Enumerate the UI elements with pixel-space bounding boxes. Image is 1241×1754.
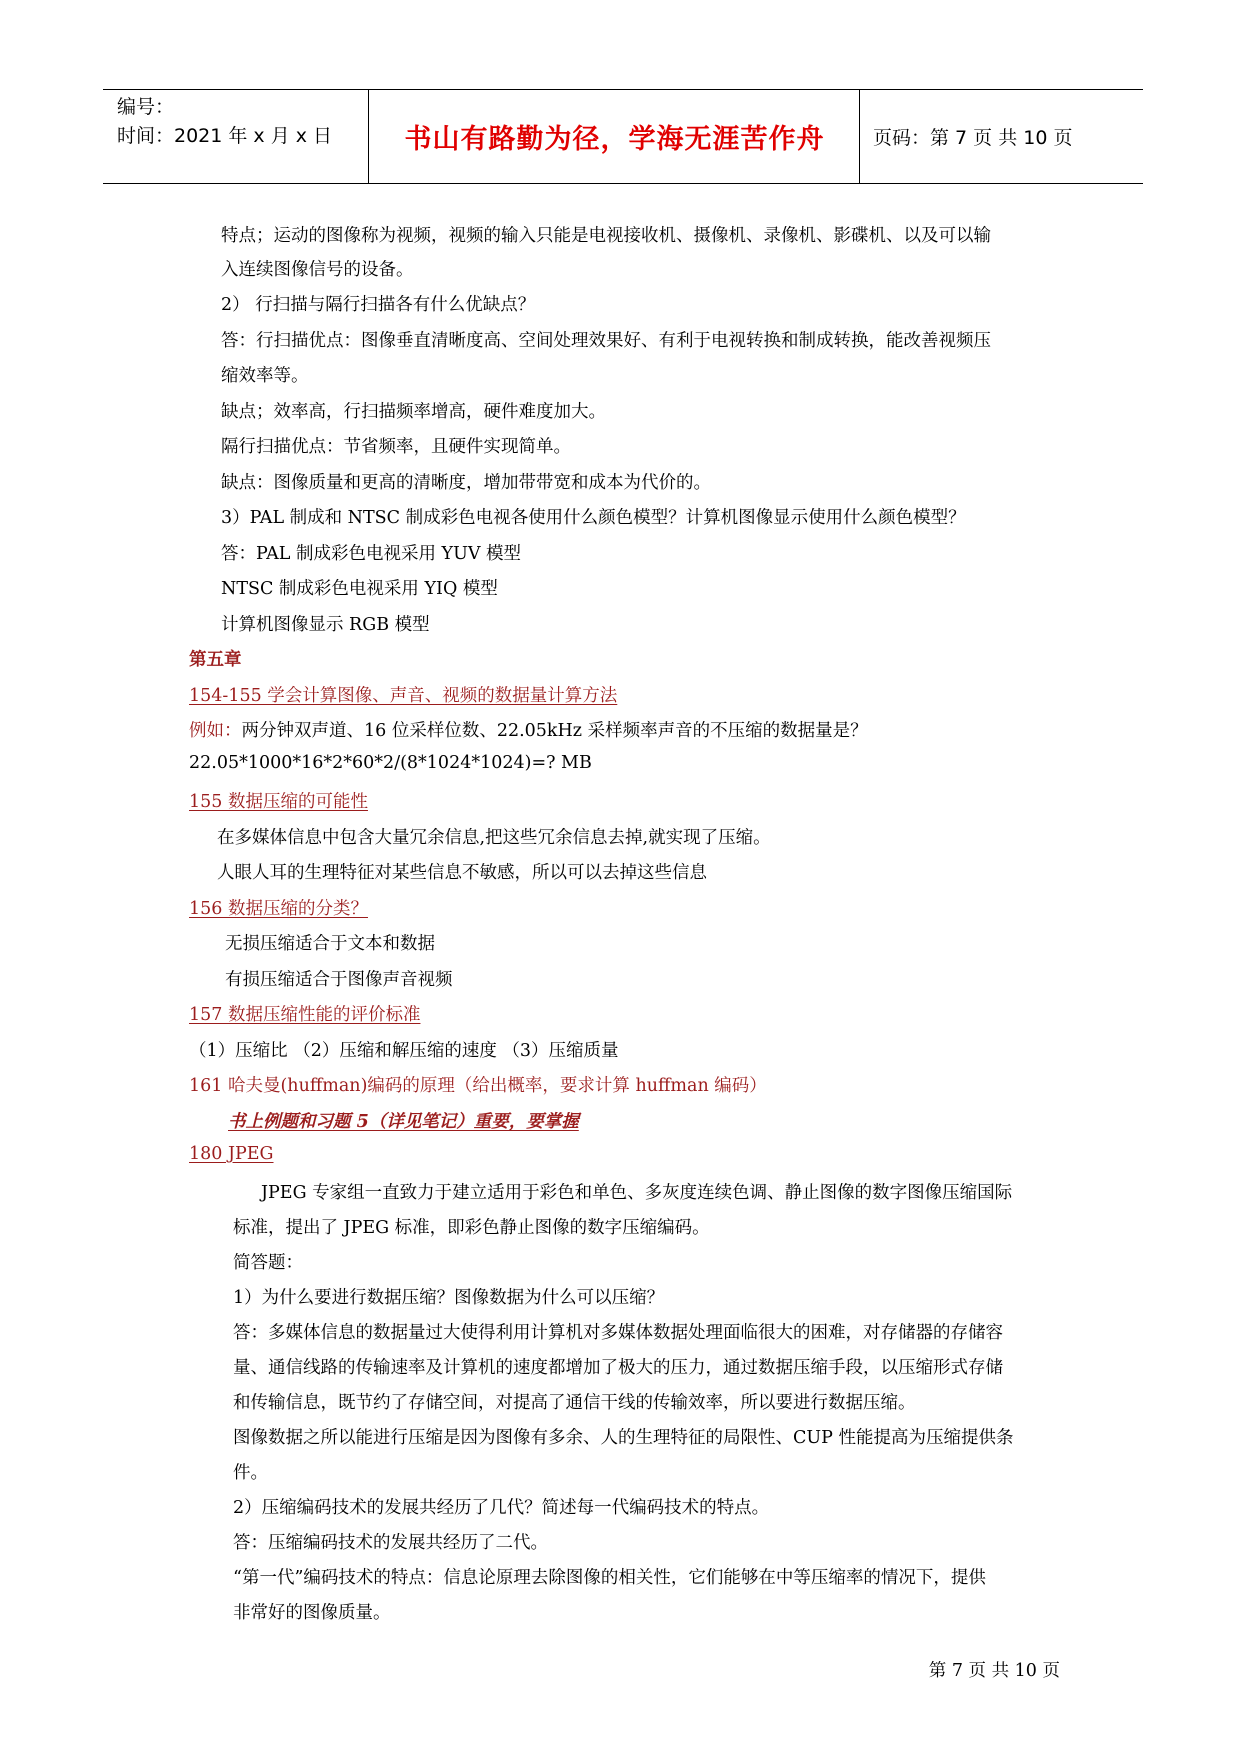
section-heading: 156 数据压缩的分类？	[189, 899, 368, 919]
text-line: （1）压缩比 （2）压缩和解压缩的速度 （3）压缩质量	[189, 1041, 619, 1061]
text-line: 答：行扫描优点：图像垂直清晰度高、空间处理效果好、有利于电视转换和制成转换，能改善视频压	[221, 331, 991, 351]
text-line: JPEG 专家组一直致力于建立适用于彩色和单色、多灰度连续色调、静止图像的数字图像压缩国际	[261, 1183, 1013, 1203]
chapter-heading: 第五章	[189, 650, 242, 670]
text-line: 特点；运动的图像称为视频，视频的输入只能是电视接收机、摄像机、录像机、影碟机、以及可以输	[221, 226, 991, 246]
header-page-number: 页码：第 7 页 共 10 页	[873, 127, 1073, 149]
text-line: “第一代”编码技术的特点：信息论原理去除图像的相关性，它们能够在中等压缩率的情况下，提供	[233, 1568, 986, 1588]
text-line: 2）压缩编码技术的发展共经历了几代？简述每一代编码技术的特点。	[233, 1498, 770, 1518]
example-text: 两分钟双声道、16 位采样位数、22.05kHz 采样频率声音的不压缩的数据量是？	[241, 721, 868, 741]
text-line: 入连续图像信号的设备。	[221, 260, 414, 280]
text-line: 答：多媒体信息的数据量过大使得利用计算机对多媒体数据处理面临很大的困难，对存储器的存储容	[233, 1323, 1003, 1343]
text-line: 计算机图像显示 RGB 模型	[221, 615, 430, 635]
section-heading: 180 JPEG	[189, 1144, 274, 1164]
text-line: NTSC 制成彩色电视采用 YIQ 模型	[221, 579, 498, 599]
example-line	[189, 717, 868, 742]
text-line: 标准，提出了 JPEG 标准，即彩色静止图像的数字压缩编码。	[233, 1218, 710, 1238]
header-divider	[368, 90, 369, 183]
emphasis-note: 书上例题和习题 5（详见笔记）重要，要掌握	[228, 1112, 579, 1132]
section-heading: 161 哈夫曼(huffman)编码的原理（给出概率，要求计算 huffman 编码）	[189, 1076, 767, 1096]
text-line: 无损压缩适合于文本和数据	[225, 934, 435, 954]
example-label: 例如：	[189, 721, 242, 741]
text-line: 量、通信线路的传输速率及计算机的速度都增加了极大的压力，通过数据压缩手段，以压缩形式存储	[233, 1358, 1003, 1378]
text-line: 人眼人耳的生理特征对某些信息不敏感，所以可以去掉这些信息	[217, 863, 707, 883]
text-line: 图像数据之所以能进行压缩是因为图像有多余、人的生理特征的局限性、CUP 性能提高为压缩提供条	[233, 1428, 1014, 1448]
section-heading: 155 数据压缩的可能性	[189, 792, 368, 812]
page-footer: 第 7 页 共 10 页	[928, 1661, 1060, 1681]
text-line: 和传输信息，既节约了存储空间，对提高了通信干线的传输效率，所以要进行数据压缩。	[233, 1393, 916, 1413]
header-meta	[117, 93, 332, 151]
text-line: 3）PAL 制成和 NTSC 制成彩色电视各使用什么颜色模型？计算机图像显示使用什么颜色模型？	[221, 508, 966, 528]
text-line: 隔行扫描优点：节省频率，且硬件实现简单。	[221, 437, 571, 457]
text-line: 缺点；效率高，行扫描频率增高，硬件难度加大。	[221, 402, 606, 422]
header-divider	[859, 90, 860, 183]
text-line: 缩效率等。	[221, 366, 309, 386]
time-label: 时间：2021 年 x 月 x 日	[117, 125, 333, 147]
section-heading: 157 数据压缩性能的评价标准	[189, 1005, 421, 1025]
number-label: 编号：	[117, 96, 175, 118]
text-line: 答：PAL 制成彩色电视采用 YUV 模型	[221, 544, 522, 564]
page-header	[103, 89, 1143, 184]
text-line: 在多媒体信息中包含大量冗余信息,把这些冗余信息去掉,就实现了压缩。	[217, 828, 771, 848]
text-line: 缺点：图像质量和更高的清晰度，增加带带宽和成本为代价的。	[221, 473, 711, 493]
section-heading: 154-155 学会计算图像、声音、视频的数据量计算方法	[189, 686, 618, 706]
text-line: 2） 行扫描与隔行扫描各有什么优缺点？	[221, 295, 536, 315]
text-line: 有损压缩适合于图像声音视频	[225, 970, 453, 990]
text-line: 件。	[233, 1463, 268, 1483]
text-line: 1）为什么要进行数据压缩？图像数据为什么可以压缩？	[233, 1288, 665, 1308]
text-line: 非常好的图像质量。	[233, 1603, 391, 1623]
text-line: 简答题：	[233, 1253, 303, 1273]
formula-line: 22.05*1000*16*2*60*2/(8*1024*1024)=? MB	[189, 753, 592, 773]
text-line: 答：压缩编码技术的发展共经历了二代。	[233, 1533, 548, 1553]
motto: 书山有路勤为径，学海无涯苦作舟	[404, 124, 825, 155]
